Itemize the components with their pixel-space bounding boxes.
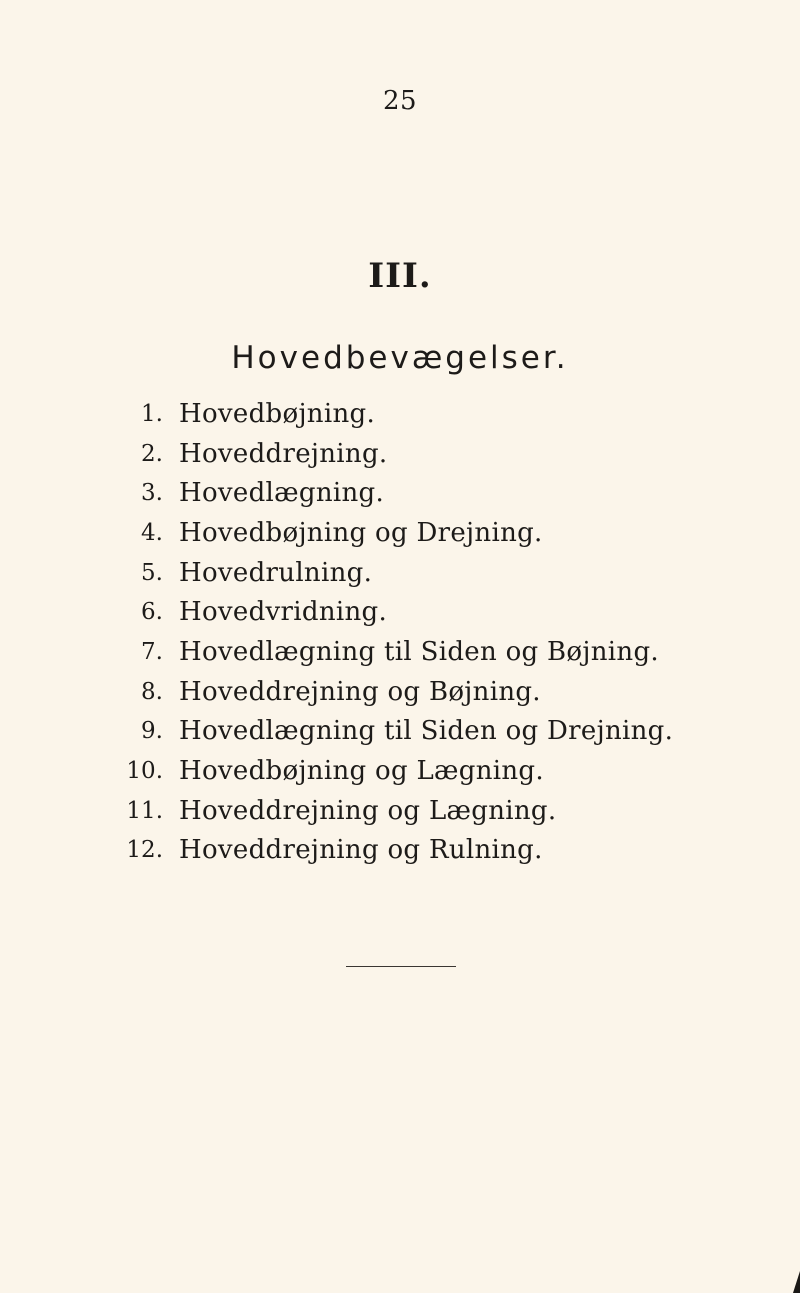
list-item <box>100 791 673 831</box>
item-number: 8. <box>141 678 163 705</box>
movement-list <box>100 394 673 870</box>
list-item <box>100 592 673 632</box>
end-rule <box>346 966 456 967</box>
item-text: Hovedvridning. <box>179 597 388 628</box>
list-item <box>100 751 673 791</box>
item-text: Hoveddrejning og Rulning. <box>179 835 543 866</box>
list-item <box>100 831 673 871</box>
item-text: Hovedlægning til Siden og Bøjning. <box>179 636 659 667</box>
list-item <box>100 513 673 553</box>
item-number: 9. <box>141 718 163 745</box>
item-text: Hovedlægning til Siden og Drejning. <box>179 716 674 747</box>
list-item <box>100 553 673 593</box>
list-item <box>100 394 673 434</box>
chapter-number: III. <box>368 256 432 296</box>
item-text: Hovedlægning. <box>179 478 385 509</box>
list-item <box>100 672 673 712</box>
item-text: Hoveddrejning. <box>179 438 388 469</box>
section-title: Hovedbevægelser. <box>231 340 569 376</box>
item-number: 10. <box>126 758 163 785</box>
item-number: 2. <box>141 440 163 467</box>
corner-mark <box>793 1271 800 1293</box>
item-number: 7. <box>141 638 163 665</box>
item-text: Hoveddrejning og Lægning. <box>179 795 557 826</box>
item-text: Hovedrulning. <box>179 557 373 588</box>
list-item <box>100 434 673 474</box>
item-text: Hovedbøjning. <box>179 398 376 429</box>
list-item <box>100 632 673 672</box>
item-text: Hovedbøjning og Drejning. <box>179 517 543 548</box>
item-number: 4. <box>141 519 163 546</box>
item-text: Hoveddrejning og Bøjning. <box>179 676 541 707</box>
item-text: Hovedbøjning og Lægning. <box>179 756 544 787</box>
page-number: 25 <box>382 86 418 116</box>
item-number: 11. <box>126 797 163 824</box>
list-item <box>100 473 673 513</box>
list-item <box>100 712 673 752</box>
item-number: 1. <box>141 400 163 427</box>
item-number: 5. <box>141 559 163 586</box>
item-number: 3. <box>141 480 163 507</box>
item-number: 12. <box>126 837 163 864</box>
item-number: 6. <box>141 599 163 626</box>
